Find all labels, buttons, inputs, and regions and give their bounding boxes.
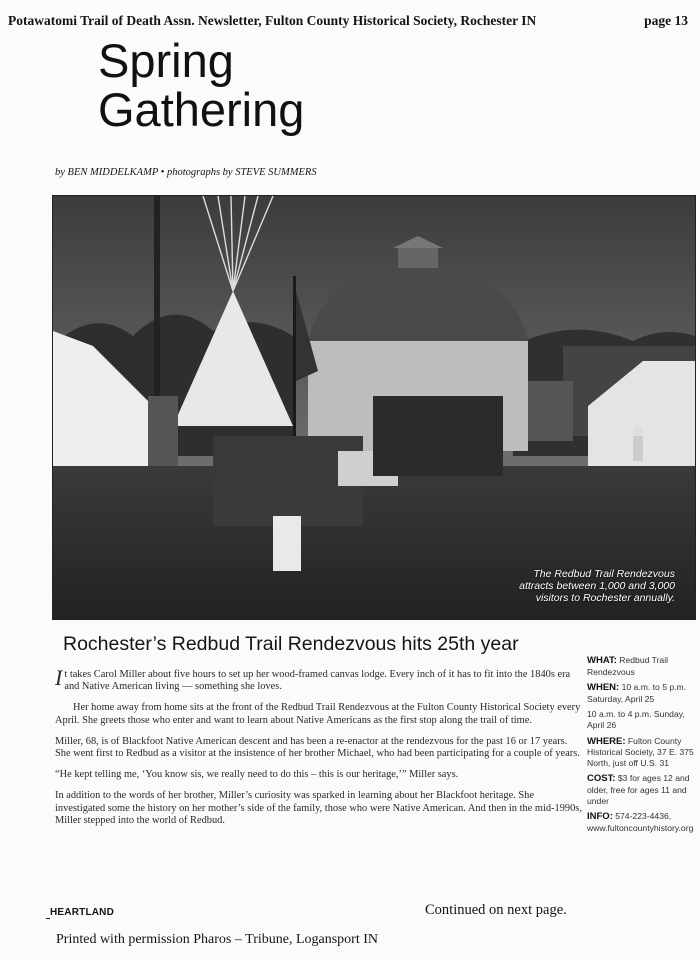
- permission-note: Printed with permission Pharos – Tribune, Logansport IN: [56, 932, 378, 947]
- rendezvous-photo: [52, 195, 696, 620]
- byline: by BEN MIDDELKAMP • photographs by STEVE SUMMERS: [55, 167, 317, 178]
- article-body: [55, 665, 583, 836]
- photo-caption: The Redbud Trail Rendezvous attracts between 1,000 and 3,000 visitors to Rochester annually.: [519, 568, 675, 604]
- info-contact: [587, 811, 695, 833]
- paragraph-2: Her home away from home sits at the front of the Redbud Trail Rendezvous at the Fulton County Historical Society every April. She greets those who enter and want to learn about Native Americans as the first stop along the trail of time.: [55, 702, 581, 726]
- newsletter-header: [8, 13, 688, 29]
- paragraph-4: “He kept telling me, ‘You know sis, we really need to do this – this is our heritage,’” Miller says.: [55, 769, 459, 781]
- info-value: 574-223-4436, www.fultoncountyhistory.org: [587, 811, 694, 833]
- article-headline: Rochester’s Redbud Trail Rendezvous hits 25th year: [63, 633, 519, 655]
- page-number: page 13: [644, 13, 688, 28]
- info-label: INFO:: [587, 811, 613, 823]
- info-what: [587, 655, 695, 677]
- article-title: [98, 36, 398, 134]
- info-when-sunday: [587, 709, 695, 730]
- footer-rule: [46, 918, 50, 919]
- paragraph-5: In addition to the words of her brother, Miller’s curiosity was sparked in learning about her Blackfoot heritage. She investigated some the history on her mother’s side of the family, those who were Native American. And then in the mid-1990s, Miller stepped into the world of Redbud.: [55, 790, 582, 826]
- paragraph-1-text: t takes Carol Miller about five hours to set up her wood-framed canvas lodge. Every inch of it has to fit into the 1840s era and Native American living — something she loves.: [64, 669, 571, 693]
- info-when: [587, 682, 695, 704]
- event-info-sidebar: [587, 655, 695, 838]
- when-value-sunday: 10 a.m. to 4 p.m. Sunday, April 26: [587, 709, 685, 730]
- title-line-2: Gathering: [98, 83, 305, 136]
- cost-value: $3 for ages 12 and older, free for ages 11 and under: [587, 773, 690, 806]
- title-line-1: Spring: [98, 34, 234, 87]
- photo-illustration: [53, 196, 695, 619]
- what-value: Redbud Trail Rendezvous: [587, 655, 669, 677]
- info-where: [587, 736, 695, 769]
- when-label: WHEN:: [587, 682, 620, 694]
- paragraph-3: Miller, 68, is of Blackfoot Native American descent and has been a re-enactor at the rendezvous for the past 16 or 17 years. She went first to Redbud as a visitor at the insistence of her brother Michael, who had been participating for a couple of years.: [55, 735, 580, 760]
- header-title: Potawatomi Trail of Death Assn. Newsletter, Fulton County Historical Society, Rochester IN: [8, 13, 537, 28]
- where-value: Fulton County Historical Society, 37 E. 375 North, just off U.S. 31: [587, 735, 694, 768]
- what-label: WHAT:: [587, 655, 617, 666]
- where-label: WHERE:: [587, 735, 626, 747]
- drop-cap: I: [55, 665, 63, 690]
- paragraph-1: [55, 665, 583, 693]
- continued-note: Continued on next page.: [425, 902, 567, 918]
- when-value-saturday: 10 a.m. to 5 p.m. Saturday, April 25: [587, 682, 687, 704]
- section-name: HEARTLAND: [50, 907, 115, 918]
- cost-label: COST:: [587, 773, 616, 785]
- info-cost: [587, 773, 695, 806]
